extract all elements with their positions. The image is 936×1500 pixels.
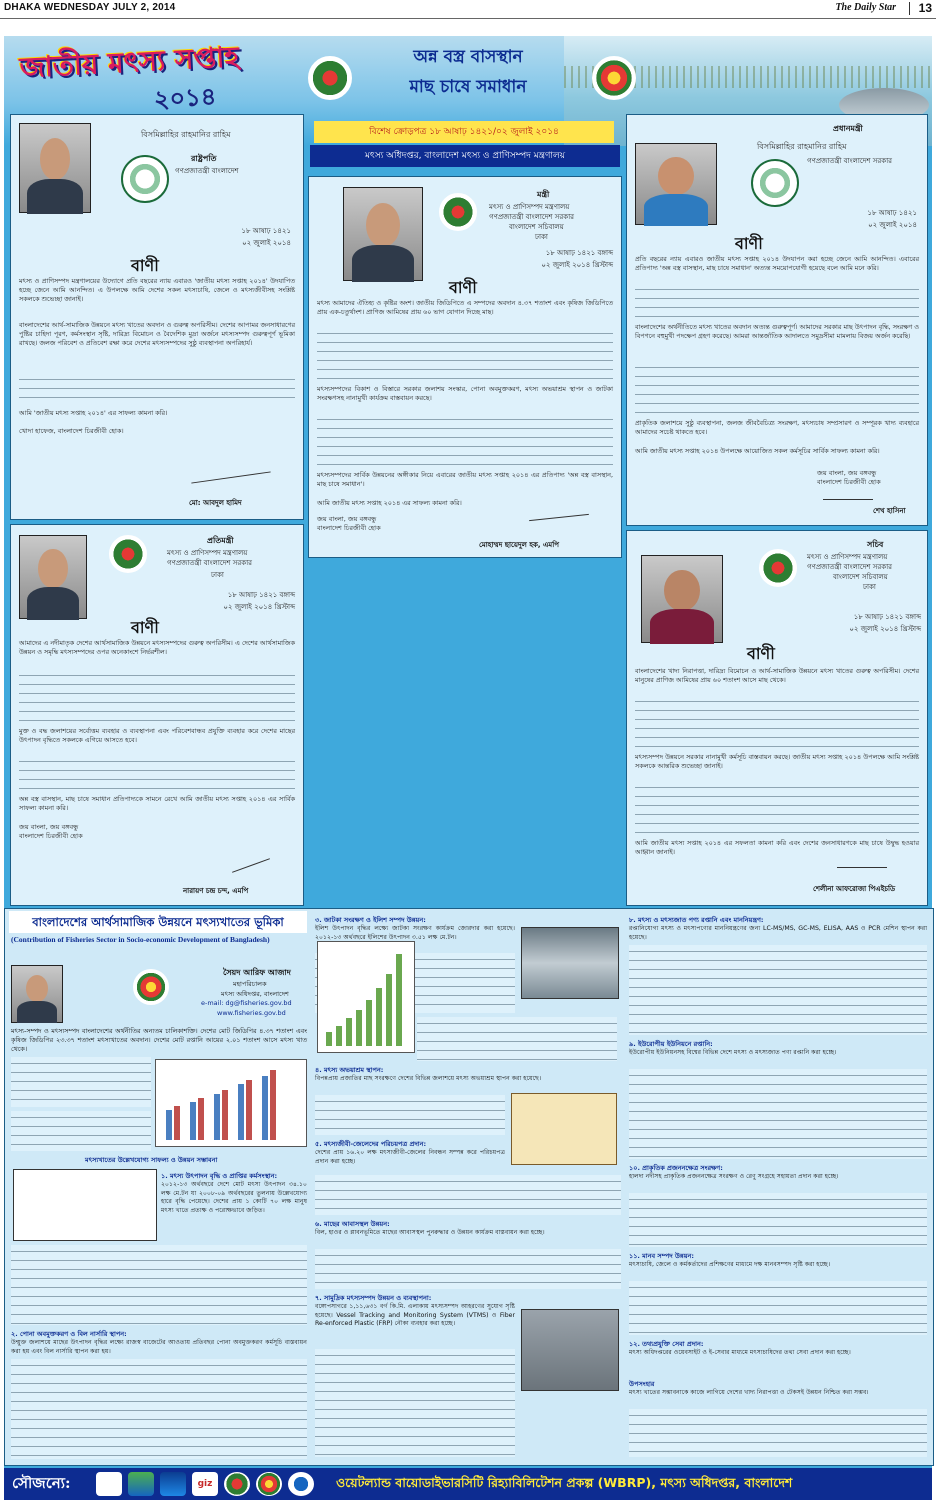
article-body-lines-4 — [11, 1359, 307, 1459]
s11-text: মৎস্যচাষি, জেলে ও কর্মকর্তাদের প্রশিক্ষণের মাধ্যমে দক্ষ মানবসম্পদ সৃষ্টি করা হচ্ছে। — [629, 1261, 831, 1268]
chart-bar — [214, 1094, 220, 1140]
secretary-name: শেলীনা আফরোজা পিএইচডি — [813, 885, 896, 893]
secretary-message — [626, 530, 928, 906]
minister-org: গণপ্রজাতন্ত্রী বাংলাদেশ সরকার — [489, 213, 574, 221]
masthead-divider — [909, 2, 910, 15]
secretary-ministry: মৎস্য ও প্রাণিসম্পদ মন্ত্রণালয় — [807, 553, 888, 561]
pm-para2: বাংলাদেশের অর্থনীতিতে মৎস্য খাতের অবদান অত্যন্ত গুরুত্বপূর্ণ। আমাদের সরকার মাছ উৎপাদন বৃদ্ধি, সংরক্ষণ ও বিপণনে বহুমুখী পদক্ষেপ গ্রহণ করেছে। আমরা আন্তর্জাতিক আদালতে সমুদ্রসীমা মামলায় বিজয় অর্জন করেছি। — [635, 323, 919, 340]
minister-office: বাংলাদেশ সচিবালয় — [509, 223, 564, 231]
state-minister-heading: বাণী — [131, 618, 159, 637]
s3-heading: ৩. জাটকা সংরক্ষণ ও ইলিশ সম্পদ উন্নয়ন: — [315, 916, 426, 924]
partner-logo-icon — [288, 1472, 314, 1496]
state-minister-message — [10, 524, 304, 906]
s7-text: বঙ্গোপসাগরে ১,১১,৬৩১ বর্গ কি.মি. এলাকায় মৎস্যসম্পদ আহরণের সুযোগ সৃষ্টি হয়েছে। Vessel Tracking and Monitoring System (VTMS) ও Fiber Re-enforced Plastic (FRP) নৌকা ব্যবহার করা হচ্ছে। — [315, 1303, 515, 1327]
president-role: রাষ্ট্রপতি — [191, 154, 217, 163]
secretary-org: গণপ্রজাতন্ত্রী বাংলাদেশ সরকার — [807, 563, 892, 571]
article-body-lines-9 — [315, 1249, 621, 1289]
minister-para1: মৎস্য আমাদের ঐতিহ্য ও কৃষ্টির অংশ। জাতীয় জিডিপিতে এ সম্পদের অবদান ৪.৩৭ শতাংশ এবং কৃষিজ জিডিপিতে প্রায় এক-চতুর্থাংশ। প্রাণিজ আমিষের প্রায় ৬০ ভাগ যোগান দিচ্ছে মাছ। — [317, 299, 613, 316]
article-body-lines-13 — [629, 1193, 927, 1247]
govt-emblem-icon — [439, 193, 477, 231]
chart-bar — [336, 1026, 342, 1046]
minister-signature — [529, 514, 589, 521]
secretary-heading: বাণী — [747, 644, 775, 663]
s4-text: বিপন্নপ্রায় প্রজাতির মাছ সংরক্ষণে দেশের বিভিন্ন জলাশয়ে মৎস্য অভয়াশ্রম স্থাপন করা হয়েছে। — [315, 1075, 542, 1082]
govt-emblem-icon — [308, 56, 352, 100]
fish-landing-shed-photo — [521, 1309, 619, 1391]
s10-text: হালদা নদীসহ প্রাকৃতিক প্রজননক্ষেত্র সংরক্ষণ ও রেণু সংগ্রহে সহায়তা প্রদান করা হচ্ছে। — [629, 1173, 839, 1180]
president-date-bangla: ১৮ আষাঢ় ১৪২১ — [241, 227, 291, 235]
fish-week-logo — [19, 36, 272, 107]
masthead — [0, 0, 936, 19]
slogan-line2: মাছ চাষে সমাধান — [409, 77, 527, 97]
chart-bar — [198, 1098, 204, 1140]
minister-date-bangla: ১৮ আষাঢ় ১৪২১ বঙ্গাব্দ — [545, 249, 613, 257]
author-email[interactable]: e-mail: dg@fisheries.gov.bd — [201, 999, 292, 1007]
chart-bar — [166, 1110, 172, 1140]
s12-text: মৎস্য অধিদপ্তরের ওয়েবসাইট ও ই-সেবার মাধ্যমে মৎস্যচাষিদের তথ্য সেবা প্রদান করা হচ্ছে। — [629, 1349, 851, 1356]
secretary-para1: বাংলাদেশের খাদ্য নিরাপত্তা, দারিদ্র্য বিমোচন ও আর্থ-সামাজিক উন্নয়নে মৎস্য খাতের গুরুত্ব অপরিসীম। দেশের মানুষের প্রাণিজ আমিষের প্রায় ৬০ শতাংশ আসে মাছ থেকে। — [635, 667, 919, 684]
state-minister-signature — [232, 858, 270, 873]
secretary-role: সচিব — [867, 540, 884, 549]
dof-logo-icon — [592, 56, 636, 100]
minister-heading: বাণী — [449, 278, 477, 297]
page-number: 13 — [918, 1, 932, 15]
president-body-lines — [19, 373, 295, 403]
article-body-lines-7 — [315, 1095, 505, 1135]
chart-bar — [376, 988, 382, 1046]
author-post: মহাপরিচালক — [233, 980, 267, 988]
partner-logo-icon — [96, 1472, 122, 1496]
state-minister-body-lines — [19, 669, 295, 723]
minister-para4: আমি জাতীয় মৎস্য সপ্তাহ ২০১৪ এর সাফল্য কামনা করি। — [317, 499, 462, 507]
govt-emblem-icon — [224, 1472, 250, 1496]
s11-heading: ১১. মানব সম্পদ উন্নয়ন: — [629, 1252, 695, 1260]
secretary-date-english: ০২ জুলাই ২০১৪ খ্রিস্টাব্দ — [849, 625, 921, 633]
pm-name: শেখ হাসিনা — [873, 507, 906, 515]
minister-closing2: বাংলাদেশ চিরজীবী হোক — [317, 524, 381, 532]
slogan — [360, 44, 576, 104]
minister-name: মোহাম্মদ ছায়েদুল হক, এমপি — [479, 541, 559, 549]
state-minister-date-english: ০২ জুলাই ২০১৪ খ্রিস্টাব্দ — [223, 603, 295, 611]
pm-heading: বাণী — [735, 234, 763, 253]
state-minister-para2: মুক্ত ও বদ্ধ জলাশয়ের সর্বোত্তম ব্যবহার ও ব্যবস্থাপনা এবং পরিবেশবান্ধব প্রযুক্তি ব্যবহার করে দেশের মাছের উৎপাদন বৃদ্ধিতে সকলকে এগিয়ে আসতে হবে। — [19, 727, 295, 744]
bismillah-text: বিসমিল্লাহির রাহমানির রাহিম — [757, 142, 847, 151]
minister-message — [308, 176, 622, 558]
minister-para2: মৎস্যসম্পদের বিকাশ ও বিস্তারে সরকার জলাশয় সংস্কার, পোনা অবমুক্তকরণ, মৎস্য অভয়াশ্রম স্থাপন ও জাটকা সংরক্ষণসহ নানামুখী কার্যক্রম বাস্তবায়ন করছে। — [317, 385, 613, 402]
pm-date-english: ০২ জুলাই ২০১৪ — [868, 221, 917, 229]
president-para1: মৎস্য ও প্রাণিসম্পদ মন্ত্রণালয়ের উদ্যোগে প্রতি বছরের ন্যায় এবারও 'জাতীয় মৎস্য সপ্তাহ ২০১৪' উদযাপিত হচ্ছে জেনে আমি আনন্দিত। এ উপলক্ষে আমি দেশের সকল মৎস্যচাষি, জেলে ও মৎস্যজীবীসহ সংশ্লিষ্ট সকলকে শুভেচ্ছা জানাই। — [19, 277, 295, 303]
s2-heading: ২. পোনা অবমুক্তকরণ ও বিল নার্সারি স্থাপন: — [11, 1330, 127, 1338]
president-para2: বাংলাদেশের আর্থ-সামাজিক উন্নয়নে মৎস্য খাতের অবদান ও গুরুত্ব অপরিসীম। দেশের আপামর জনসাধারণের পুষ্টির চাহিদা পূরণ, কর্মসংস্থান সৃষ্টি, দারিদ্র্য বিমোচন ও বৈদেশিক মুদ্রা অর্জনে মৎস্যসম্পদ গুরুত্বপূর্ণ ভূমিকা রাখছে। জলজ পরিবেশ ও প্রতিবেশ রক্ষা করে দেশের মৎস্যসম্পদের সুষ্ঠু ব্যবস্থাপনা অপরিহার্য। — [19, 321, 295, 347]
minister-ministry: মৎস্য ও প্রাণিসম্পদ মন্ত্রণালয় — [489, 203, 570, 211]
state-minister-para1: আমাদের এ নদীমাতৃক দেশের আর্থসামাজিক উন্নয়নে মৎস্যসম্পদের গুরুত্ব অপরিসীম। এ দেশের আর্থসামাজিক উন্নয়ন ও সমৃদ্ধি মৎস্যসম্পদের ওপর অনেকাংশে নির্ভরশীল। — [19, 639, 295, 656]
minister-photo — [343, 187, 423, 281]
secretary-photo — [641, 555, 723, 643]
president-date-english: ০২ জুলাই ২০১৪ — [242, 239, 291, 247]
s1-heading: ১. মৎস্য উৎপাদন বৃদ্ধি ও প্রাপ্তির কর্মসংস্থান: — [161, 1172, 278, 1180]
s5-heading: ৫. মৎস্যজীবী-জেলেদের পরিচয়পত্র প্রদান: — [315, 1140, 427, 1148]
article-body-lines-14 — [629, 1281, 927, 1335]
minister-para3: মৎস্যসম্পদের সার্বিক উন্নয়নের অঙ্গীকার নিয়ে এবারের জাতীয় মৎস্য সপ্তাহ ২০১৪ এর প্রতিপাদ্য 'অন্ন বস্ত্র বাসস্থান, মাছ চাষে সমাধান'। — [317, 471, 613, 488]
chart-bar — [222, 1090, 228, 1140]
article-body-lines-2 — [11, 1111, 151, 1151]
chart-bar — [396, 954, 402, 1046]
article-title-box — [9, 911, 307, 933]
s8-heading: ৮. মৎস্য ও মৎস্যজাত পণ্য রপ্তানি এবং মাননিয়ন্ত্রণ: — [629, 916, 764, 924]
logo-line1: জাতীয় — [18, 47, 100, 85]
minister-body-lines-2 — [317, 413, 613, 467]
president-closing: খোদা হাফেজ, বাংলাদেশ চিরজীবী হোক। — [19, 427, 124, 435]
article-body-lines-10 — [315, 1349, 515, 1457]
chart-bar — [366, 1000, 372, 1046]
state-minister-body-lines-2 — [19, 755, 295, 791]
pm-body-lines — [635, 283, 919, 319]
logo-line2: মৎস্য সপ্তাহ — [107, 40, 240, 80]
achievements-table — [13, 1169, 157, 1241]
s4-heading: ৪. মৎস্য অভয়াশ্রম স্থাপন: — [315, 1066, 384, 1074]
article-body-lines — [11, 1057, 151, 1107]
s2-text: উন্মুক্ত জলাশয়ে মাছের উৎপাদন বৃদ্ধির লক্ষ্যে রাজস্ব বাজেটের আওতায় প্রতিবছর পোনা অবমুক্তকরণ কর্মসূচি বাস্তবায়ন করা হয় এবং বিল নার্সারি স্থাপন করা হয়। — [11, 1339, 307, 1355]
article-body-lines-15 — [629, 1409, 927, 1457]
s1-text: ২০১২-১৩ অর্থবছরে দেশে মোট মৎস্য উৎপাদন ৩৪.১০ লক্ষ মে.টন যা ২০০৮-০৯ অর্থবছরের তুলনায় উল্লেখযোগ্য হারে বৃদ্ধি পেয়েছে। দেশের প্রায় ১ কোটি ৭০ লক্ষ মানুষ মৎস্য খাতে প্রত্যক্ষ ও পরোক্ষভাবে জড়িত। — [161, 1181, 307, 1214]
state-minister-date-bangla: ১৮ আষাঢ় ১৪২১ বঙ্গাব্দ — [227, 591, 295, 599]
pm-date-bangla: ১৮ আষাঢ় ১৪২১ — [867, 209, 917, 217]
president-heading: বাণী — [131, 256, 159, 275]
partner-logo-icon — [128, 1472, 154, 1496]
secretary-city: ঢাকা — [863, 583, 876, 591]
pm-seal-icon — [751, 159, 799, 207]
departments-line: মৎস্য অধিদপ্তর, বাংলাদেশ মৎস্য ও প্রাণিসম্পদ মন্ত্রণালয় — [310, 145, 620, 167]
s5-text: দেশের প্রায় ১৬.২০ লক্ষ মৎস্যজীবী-জেলের নিবন্ধন সম্পন্ন করে পরিচয়পত্র প্রদান করা হচ্ছে। — [315, 1149, 505, 1165]
partner-logo-icon — [160, 1472, 186, 1496]
chart-bar — [346, 1018, 352, 1046]
conclusion-heading: উপসংহার — [629, 1380, 655, 1388]
article-subtitle: (Contribution of Fisheries Sector in Socio-economic Development of Bangladesh) — [11, 935, 270, 944]
article-body-lines-12 — [629, 1069, 927, 1159]
bismillah-text: বিসমিল্লাহির রাহমানির রাহিম — [141, 130, 231, 139]
paper-name: The Daily Star — [835, 2, 896, 13]
govt-emblem-icon — [759, 549, 797, 587]
slogan-line1: অন্ন বস্ত্র বাসস্থান — [413, 47, 523, 67]
state-seal-icon — [121, 155, 169, 203]
secretary-date-bangla: ১৮ আষাঢ় ১৪২১ বঙ্গাব্দ — [853, 613, 921, 621]
author-website[interactable]: www.fisheries.gov.bd — [217, 1009, 286, 1017]
issue-line: বিশেষ ক্রোড়পত্র ১৮ আষাঢ় ১৪২১/০২ জুলাই ২০১৪ — [314, 121, 614, 143]
pm-org: গণপ্রজাতন্ত্রী বাংলাদেশ সরকার — [807, 157, 892, 165]
author-org: মৎস্য অধিদপ্তর, বাংলাদেশ — [221, 990, 289, 998]
pm-closing1: জয় বাংলা, জয় বঙ্গবন্ধু — [817, 469, 877, 477]
project-name: ওয়েটল্যান্ড বায়োডাইভারসিটি রিহ্যাবিলিটেশন প্রকল্প (WBRP), মৎস্য অধিদপ্তর, বাংলাদেশ — [336, 1475, 793, 1490]
president-para3: আমি 'জাতীয় মৎস্য সপ্তাহ ২০১৪' এর সাফল্য কামনা করি। — [19, 409, 168, 417]
secretary-para2: মৎস্যসম্পদ উন্নয়নে সরকার নানামুখী কর্মসূচি বাস্তবায়ন করছে। জাতীয় মৎস্য সপ্তাহ ২০১৪ উপলক্ষে আমি সংশ্লিষ্ট সকলকে আন্তরিক শুভেচ্ছা জানাই। — [635, 753, 919, 770]
s9-heading: ৯. ইউরোপীয় ইউনিয়নে রপ্তানি: — [629, 1040, 713, 1048]
secretary-body-lines — [635, 695, 919, 749]
state-minister-org: গণপ্রজাতন্ত্রী বাংলাদেশ সরকার — [167, 559, 252, 567]
fisher-id-card-photo — [511, 1093, 617, 1165]
pm-body-lines-2 — [635, 361, 919, 415]
chart-bar — [174, 1106, 180, 1140]
pm-signature — [823, 499, 873, 500]
state-minister-photo — [19, 535, 87, 619]
pm-closing2: বাংলাদেশ চিরজীবী হোক — [817, 478, 881, 486]
supplement — [4, 36, 932, 1500]
chart-bar — [326, 1032, 332, 1046]
dof-logo-icon — [256, 1472, 282, 1496]
dof-logo-icon — [133, 969, 169, 1005]
edition-line: DHAKA WEDNESDAY JULY 2, 2014 — [4, 2, 176, 13]
achievements-heading: মৎস্যখাতের উল্লেখযোগ্য সাফল্য ও উন্নয়ন সম্ভাবনা — [85, 1156, 218, 1164]
conclusion-text: মৎস্য খাতের সম্ভাবনাকে কাজে লাগিয়ে দেশের খাদ্য নিরাপত্তা ও টেকসই উন্নয়ন নিশ্চিত করা সম্ভব। — [629, 1389, 869, 1396]
president-photo — [19, 123, 91, 213]
s3-text: ইলিশ উৎপাদন বৃদ্ধির লক্ষ্যে জাটকা সংরক্ষণ কার্যক্রম জোরদার করা হয়েছে। ২০১২-১৩ অর্থবছরে ইলিশের উৎপাদন ৩.৫১ লক্ষ মে.টন। — [315, 925, 515, 941]
president-name: মো: আবদুল হামিদ — [189, 499, 242, 507]
president-message — [10, 114, 304, 520]
secretary-body-lines-2 — [635, 781, 919, 835]
article-body-lines-11 — [629, 945, 927, 1035]
chart-bar — [246, 1080, 252, 1140]
president-signature — [191, 471, 270, 483]
secretary-signature — [837, 867, 887, 868]
minister-body-lines — [317, 327, 613, 381]
article-intro: মৎস্য-সম্পদ ও মৎস্যসম্পদ বাংলাদেশের অর্থনীতির অন্যতম চালিকাশক্তি। দেশের মোট জিডিপির ৪.৩৭ শতাংশ এবং কৃষিজ জিডিপির ২৩.৩৭ শতাংশ মৎস্যখাতের অবদান। দেশের মোট রপ্তানি আয়ের ২.০১ শতাংশ আসে মৎস্য খাত থেকে। — [11, 1027, 307, 1053]
s7-heading: ৭. সামুদ্রিক মৎস্যসম্পদ উন্নয়ন ও ব্যবস্থাপনা: — [315, 1294, 432, 1302]
sponsor-footer — [4, 1468, 932, 1500]
minister-closing1: জয় বাংলা, জয় বঙ্গবন্ধু — [317, 515, 377, 523]
pm-para3: প্রাকৃতিক জলাশয়ে সুষ্ঠু ব্যবস্থাপনা, জলজ জীববৈচিত্র্য সংরক্ষণ, মৎস্যচাষ সম্প্রসারণ ও সম্পূরক খাদ্য ব্যবহারে আমাদের সচেষ্ট থাকতে হবে। — [635, 419, 919, 436]
trend-chart — [317, 941, 415, 1053]
minister-date-english: ০২ জুলাই ২০১৪ খ্রিস্টাব্দ — [541, 261, 613, 269]
article-body-lines-8 — [315, 1175, 621, 1215]
state-minister-para3: অন্ন বস্ত্র বাসস্থান, মাছ চাষে সমাধান প্রতিপাদ্যকে সামনে রেখে আমি জাতীয় মৎস্য সপ্তাহ ২০১৪ এর সার্বিক সাফল্য কামনা করি। — [19, 795, 295, 812]
logo-year: ২০১৪ — [153, 81, 217, 114]
author-photo — [11, 965, 63, 1023]
production-chart — [155, 1059, 307, 1147]
state-minister-name: নারায়ণ চন্দ্র চন্দ, এমপি — [183, 887, 249, 895]
chart-bar — [270, 1070, 276, 1140]
secretary-para3: আমি জাতীয় মৎস্য সপ্তাহ ২০১৪ এর সফলতা কামনা করি এবং দেশের জনসাধারণকে মাছ চাষে উদ্বুদ্ধ হওয়ার আহ্বান জানাই। — [635, 839, 919, 856]
state-minister-role: প্রতিমন্ত্রী — [207, 536, 234, 545]
chart-bar — [190, 1102, 196, 1140]
s6-text: বিল, হাওর ও প্লাবনভূমিতে মাছের আবাসস্থল পুনরুদ্ধার ও উন্নয়ন কার্যক্রম বাস্তবায়ন করা হচ্ছে। — [315, 1229, 545, 1236]
s12-heading: ১২. তথ্যপ্রযুক্তি সেবা প্রদান: — [629, 1340, 704, 1348]
chart-bar — [356, 1010, 362, 1046]
state-minister-ministry: মৎস্য ও প্রাণিসম্পদ মন্ত্রণালয় — [167, 549, 248, 557]
minister-role: মন্ত্রী — [537, 190, 550, 199]
govt-emblem-icon — [109, 535, 147, 573]
courtesy-label: সৌজন্যে: — [12, 1474, 71, 1492]
state-minister-city: ঢাকা — [211, 571, 224, 579]
state-minister-closing2: বাংলাদেশ চিরজীবী হোক — [19, 832, 83, 840]
pm-para4: আমি জাতীয় মৎস্য সপ্তাহ ২০১৪ উপলক্ষে আয়োজিত সকল কর্মসূচির সার্বিক সাফল্য কামনা করি। — [635, 447, 880, 455]
chart-bar — [386, 974, 392, 1046]
author-name: সৈয়দ আরিফ আজাদ — [223, 968, 291, 977]
chart-bar — [262, 1076, 268, 1140]
pm-message — [626, 114, 928, 526]
s10-heading: ১০. প্রাকৃতিক প্রজননক্ষেত্র সংরক্ষণ: — [629, 1164, 723, 1172]
s6-heading: ৬. মাছের আবাসস্থল উন্নয়ন: — [315, 1220, 390, 1228]
article-title: বাংলাদেশের আর্থসামাজিক উন্নয়নে মৎস্যখাতের ভূমিকা — [32, 915, 284, 929]
chart-bar — [238, 1084, 244, 1140]
article-body-lines-3 — [11, 1245, 307, 1325]
secretary-office: বাংলাদেশ সচিবালয় — [833, 573, 888, 581]
president-org: গণপ্রজাতন্ত্রী বাংলাদেশ — [175, 167, 239, 175]
s9-text: ইউরোপীয় ইউনিয়নসহ বিশ্বের বিভিন্ন দেশে মৎস্য ও মৎস্যজাত পণ্য রপ্তানি করা হচ্ছে। — [629, 1049, 837, 1056]
pm-para1: প্রতি বছরের ন্যায় এবারও জাতীয় মৎস্য সপ্তাহ ২০১৪ উদযাপন করা হচ্ছে জেনে আমি আনন্দিত। এবারের প্রতিপাদ্য 'অন্ন বস্ত্র বাসস্থান, মাছ চাষে সমাধান' অত্যন্ত সময়োপযোগী হয়েছে বলে আমি মনে করি। — [635, 255, 919, 272]
article-body-lines-6 — [417, 1017, 617, 1061]
s8-text: রপ্তানিযোগ্য মৎস্য ও মৎস্যপণ্যের মাননিয়ন্ত্রণের জন্য LC-MS/MS, GC-MS, ELISA, AAS ও PCR মেশিন স্থাপন করা হয়েছে। — [629, 925, 927, 941]
giz-logo-icon: giz — [192, 1472, 218, 1496]
pm-photo — [635, 143, 717, 225]
fisheries-article — [4, 908, 934, 1466]
hilsa-fish-photo — [521, 927, 619, 999]
pm-role: প্রধানমন্ত্রী — [833, 124, 863, 133]
state-minister-closing1: জয় বাংলা, জয় বঙ্গবন্ধু — [19, 823, 79, 831]
minister-city: ঢাকা — [535, 233, 548, 241]
